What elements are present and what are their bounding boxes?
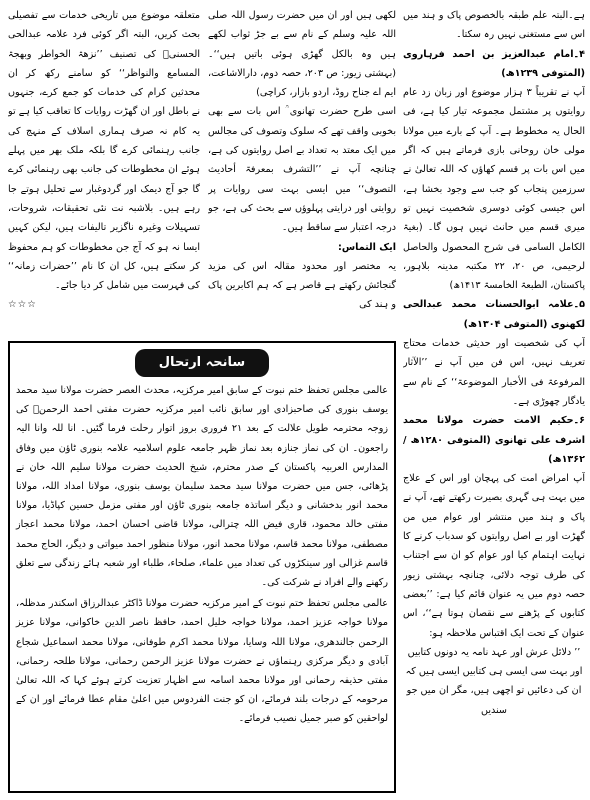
obituary-title: سانحہ ارتحال <box>135 349 269 377</box>
obituary-paragraph: عالمی مجلس تحفظ ختم نبوت کے امیر مرکزیہ حضرت مولانا ڈاکٹر عبدالرزاق اسکندر مدظلہ، مولانا خواجہ عزیز احمد، مولانا خواجہ خلیل احمد، حافظ ناصر الدین خاکوانی، مولانا عزیز الرحمن جالندھری، مولانا اللہ وسایا، مولانا محمد اکرم طوفانی، مولانا محمد اسماعیل شجاع آبادی و دیگر مرکزی رہنماؤں نے حضرت مولانا عزیز الرحمن رحمانی، مولانا طلحہ رحمانی، مفتی حذیفہ رحمانی اور مولانا محمد اسامہ سے اظہار تعزیت کرتے ہوئے کہا کہ اللہ تعالیٰ مرحومہ کے درجات بلند فرمائے، ان کو جنت الفردوس میں اعلیٰ مقام عطا فرمائے اور ان کے لواحقین کو صبر جمیل نصیب فرمائے۔ <box>16 598 388 725</box>
body-paragraph: ہے۔البتہ علم طبقہ بالخصوص پاک و ہند میں اس سے مستغنی نہیں رہ سکتا۔ <box>403 10 585 41</box>
obituary-paragraph: عالمی مجلس تحفظ ختم نبوت کے سابق امیر مرکزیہ، محدث العصر حضرت مولانا سید محمد یوسف بنوری کی صاحبزادی اور سابق نائب امیر مرکزیہ حضرت مفتی احمد الرحمنؒ کی زوجہ محترمہ طویل علالت کے بعد ۲۱ فروری بروز اتوار رحلت فرما گئیں۔ انا للہ وانا الیہ راجعون۔ ان کی نماز جنازہ بعد نماز ظہر جامعہ علوم اسلامیہ علامہ بنوری ٹاؤن میں وفاق المدارس العربیہ پاکستان کے صدر محترم، شیخ الحدیث حضرت مولانا سلیم اللہ خان نے پڑھائی، جس میں حضرت مولانا سید محمد سلیمان یوسف بنوری، مولانا امداد اللہ، مولانا محمد انور بدخشانی و دیگر اساتذہ جامعہ بنوری ٹاؤن اور مفتی مزمل حسین کپاڈیا، مولانا مفتی خالد محمود، قاری فیض اللہ چترالی، مولانا قاضی احسان احمد، مولانا محمد اعجاز مصطفی، مولانا محمد قاسم، مولانا محمد انور، مولانا منظور احمد میواتی و دیگر، الحاج محمد قاسم غزالی اور سینکڑوں کی تعداد میں علماء، صلحاء، طلباء اور شعبہ ہائے زندگی سے تعلق رکھنے والے افراد نے شرکت کی۔ <box>16 385 388 589</box>
body-paragraph: آپ کی شخصیت اور حدیثی خدمات محتاج تعریف نہیں، اس فن میں آپ نے ’’الآثار المرفوعۃ فی الأخبار الموضوعۃ‘‘ کے نام سے یادگار چھوڑی ہے۔ <box>403 338 585 407</box>
section-heading: ۵۔علامہ ابوالحسنات محمد عبدالحی لکھنوی (المتوفی ۱۳۰۴ھ) <box>403 299 585 330</box>
obituary-title-wrap <box>16 349 388 377</box>
body-paragraph: یہ مختصر اور محدود مقالہ اس کی مزید گنجائش رکھتے ہے قاصر ہے کہ ہم اکابرین پاک و ہند کی <box>208 260 396 311</box>
body-paragraph: لکھی ہیں اور ان میں حضرت رسول اللہ صلی اللہ علیہ وسلم کے نام سے بے جڑ ثواب لکھے ہیں وہ بالکل گھڑی ہوئی باتیں ہیں‘‘۔ (بہشتی زیور: ص ۲۰۳، حصہ دوم، دارالاشاعت، ایم اے جناح روڈ، اردو بازار، کراچی) <box>208 10 396 99</box>
middle-column <box>208 6 396 343</box>
body-paragraph: متعلقہ موضوع میں تاریخی خدمات سے تفصیلی بحث کریں، البتہ اگر کوئی فرد علامہ عبدالحی الحسنیؒ کی تصنیف ’’نزھۃ الخواطر وبھجۃ المسامع والنواظر‘‘ کو سامنے رکھ کر ان محدثین کرام کی خدمات کو جمع کرے، جنہوں نے باطل اور ان گھڑت روایات کا تعاقب کیا ہے تو یہ کام نہ صرف ہماری اسلاف کے منہج کی جانب رہنمائی کرے گا بلکہ ملک بھر میں پہلے ہوئے ان مخطوطات کی جانب بھی رہنمائی کرے گا جو آج دیمک اور گردوغبار سے تحلیل ہوتے جا رہے ہیں۔ بلاشبہ نت نئی تحقیقات، شروحات، تسہیلات وغیرہ ناگزیر تالیفات ہیں، لیکن کہیں ایسا نہ ہو کہ آج جن مخطوطات کو ہم محفوظ کر سکتے ہیں، کل ان کا نام ’’حضرات زمانہ‘‘ کی فہرست میں شامل کر دیا جائے۔ <box>8 10 200 292</box>
body-paragraph: آپ امراض امت کی پہچان اور اس کے علاج میں بہت ہی گہری بصیرت رکھتے تھے، آپ نے پاک و ہند میں منتشر اور عوام میں من گھڑت اور بے اصل روایتوں کو سدباب کرنے کا نہایت اہتمام کیا اور عوام کو ان سے اجتناب کی طرف توجہ دلائی، چنانچہ بہشتی زیور حصہ دوم میں یہ عنوان قائم کیا ہے: ’’بعضی کتابوں کے پڑھنے سے نقصان ہوتا ہے‘‘، اس عنوان کے تحت ایک اقتباس ملاحظہ ہو: <box>403 473 585 639</box>
section-heading: ایک التماس: <box>338 241 396 253</box>
section-heading: ۴۔امام عبدالعزیز بن احمد فرہاروی (المتوفی ۱۲۳۹ھ) <box>403 48 585 79</box>
body-paragraph: اسی طرح حضرت تھانوی ؒ اس بات سے بھی بخوبی واقف تھے کہ سلوک وتصوف کی مجالس میں ایک معتد بہ تعداد بے اصل روایتوں کی ہے، چنانچہ آپ نے ’’التشرف بمعرفۃ أحادیث التصوف‘‘ میں ایسی بہت سی روایات پر روایتی اور درایتی پہلوؤں سے بحث کی ہے، جو درجہ اعتبار سے ساقط ہیں۔ <box>208 106 396 234</box>
quoted-text: ’’ دلائل عرش اور عہد نامہ یہ دونوں کتابیں اور بہت سی ایسی ہی کتابیں ایسی ہیں کہ ان کی دعائیں تو اچھی ہیں، مگر ان میں جو سندیں <box>405 646 583 716</box>
left-column <box>8 6 200 343</box>
obituary-box <box>8 341 396 793</box>
right-column <box>403 6 585 796</box>
body-paragraph: آپ نے تقریباً ۳ ہزار موضوع اور زبان زد عام روایتوں پر مشتمل مجموعہ تیار کیا ہے، فی الحال یہ مخطوط ہے۔ آپ کے بارے میں مولانا مولی خان روحانی بازی فرماتے ہیں کہ اگر میں اس بات پر قسم کھاؤں کہ اللہ تعالیٰ نے سرزمین پنجاب کو جب سے وجود بخشا ہے، اس جیسی کوئی دوسری شخصیت نہیں تو میری قسم میں حانث نہیں ہوں گا۔ (بغیۃ الکامل السامی فی شرح المحصول والحاصل لرحیمی، ص ۲۰، ۲۲ مکتبہ مدینہ بلاہور، پاکستان، الطبعۃ الخامسۃ ۱۴۱۳ھ) <box>403 87 585 292</box>
section-heading: ۶۔حکیم الامت حضرت مولانا محمد اشرف علی تھانوی (المتوفی ۱۲۸۰ھ / ۱۳۶۲ھ) <box>403 415 585 465</box>
end-marks: ☆☆☆ <box>8 299 37 311</box>
